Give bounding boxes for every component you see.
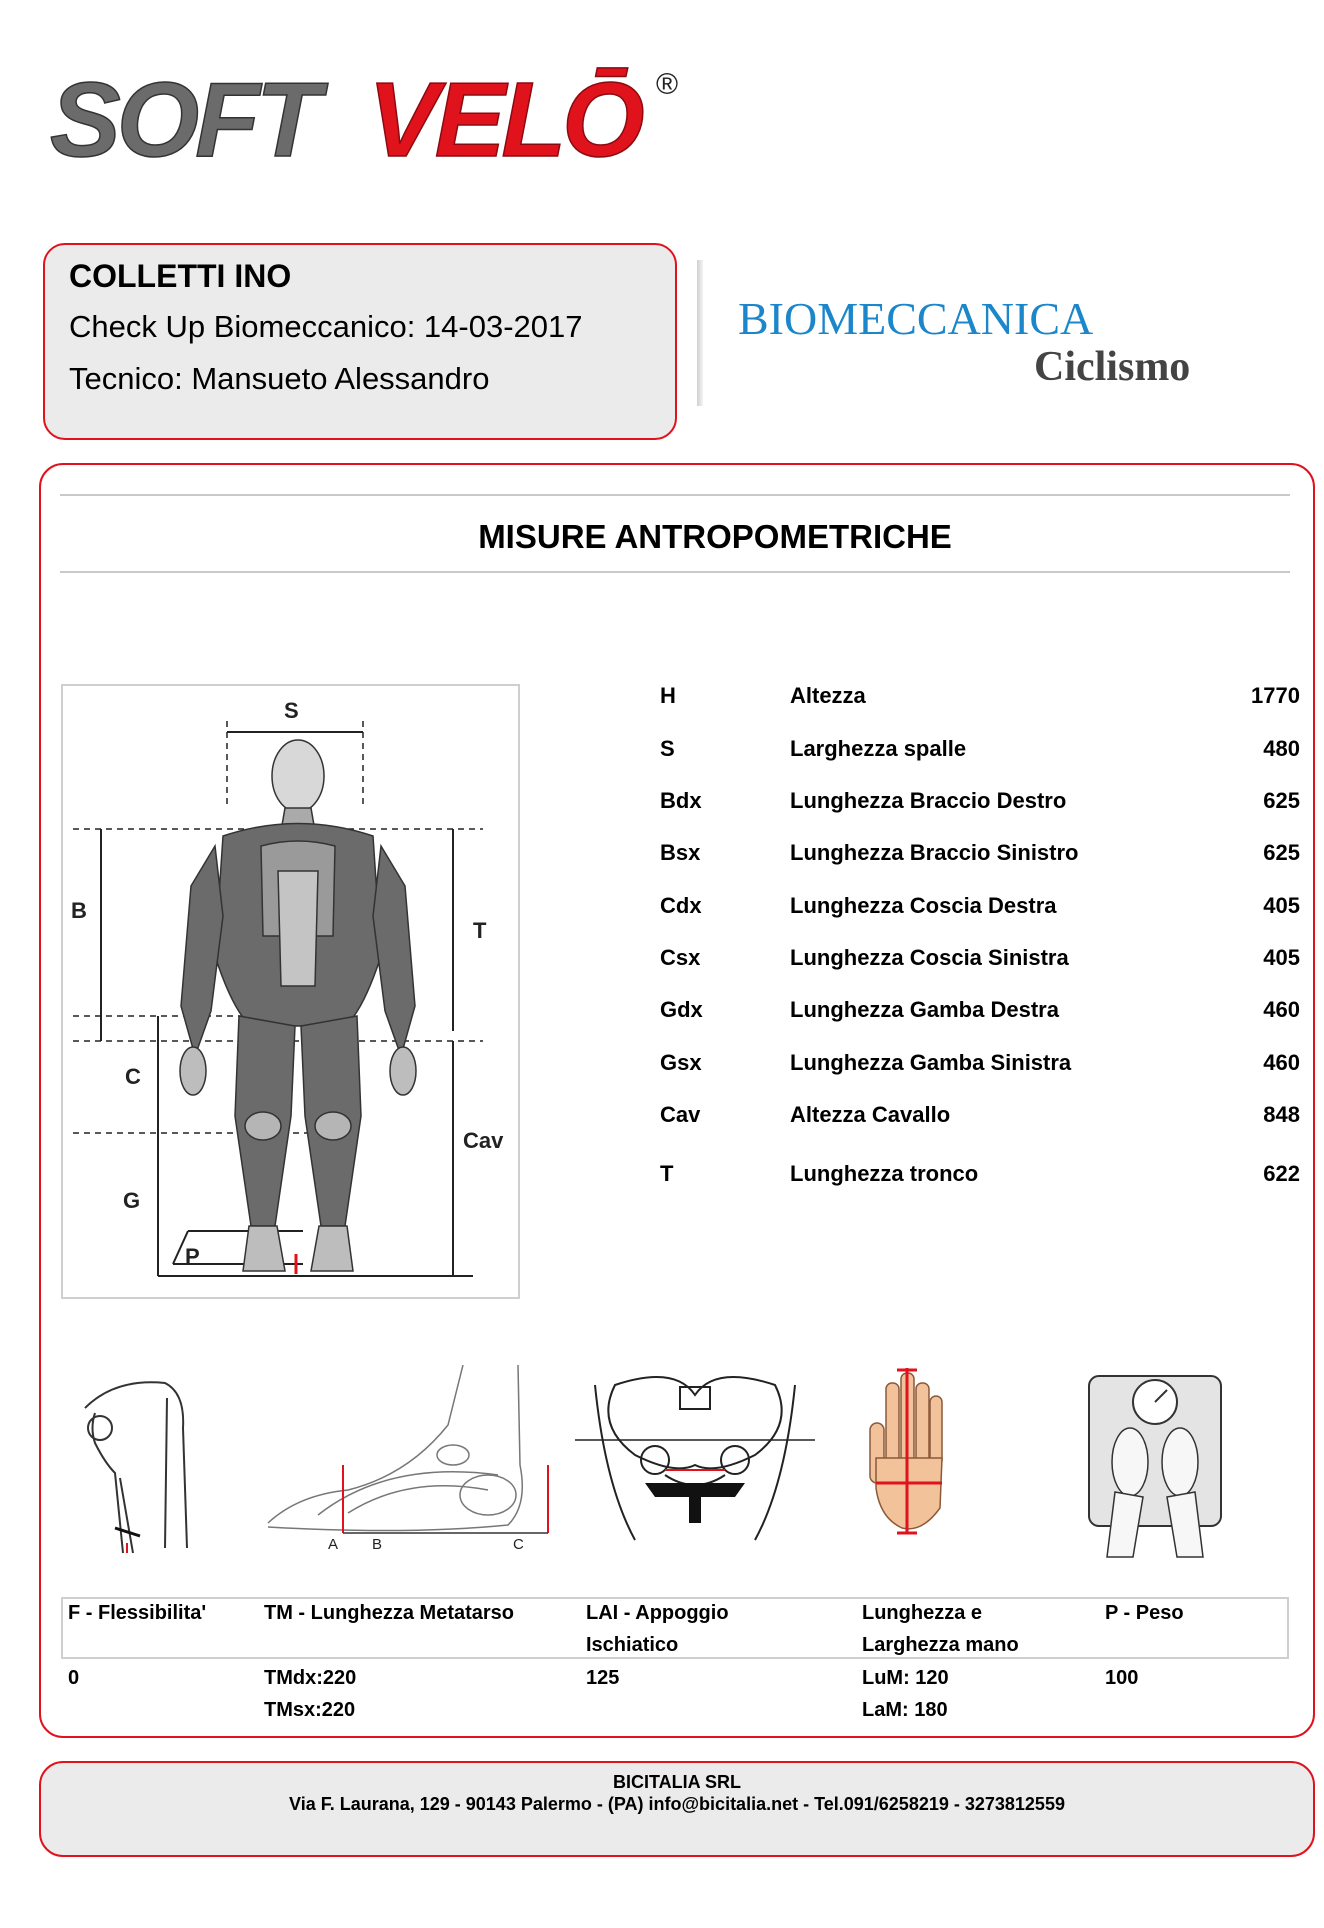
label-s: S [284, 698, 299, 723]
label-p: P [185, 1244, 200, 1269]
title-bottom-rule [60, 571, 1290, 573]
measurement-row [660, 997, 1300, 1027]
measurement-label: Altezza Cavallo [790, 1102, 951, 1127]
measurement-code: Gsx [660, 1050, 702, 1075]
measurement-value: 460 [1263, 1050, 1300, 1075]
hand-illustration [862, 1368, 952, 1538]
value-line: LuM: 120 [862, 1667, 949, 1689]
measurement-value: 405 [1263, 945, 1300, 970]
header-line: LAI - Appoggio [586, 1602, 729, 1624]
measurement-code: Cav [660, 1102, 701, 1127]
value-metatarsal [264, 1662, 356, 1726]
measurement-row [660, 1050, 1300, 1080]
footer-box [39, 1761, 1315, 1857]
measurement-code: Csx [660, 945, 701, 970]
value-line: 100 [1105, 1667, 1139, 1689]
header-line: F - Flessibilita' [68, 1602, 207, 1624]
measurement-label: Lunghezza Gamba Destra [790, 997, 1059, 1022]
measurement-code: Bsx [660, 840, 701, 865]
ischial-illustration [575, 1365, 815, 1545]
measurement-row [660, 1161, 1300, 1191]
header-line: Ischiatico [586, 1634, 679, 1656]
measurement-label: Altezza [790, 683, 866, 708]
value-hand [862, 1662, 949, 1726]
header-line: Lunghezza e [862, 1602, 983, 1624]
measurement-label: Lunghezza Coscia Sinistra [790, 945, 1069, 970]
registered-mark: ® [656, 68, 679, 101]
anatomy-figure [61, 684, 520, 1299]
label-cav: Cav [463, 1128, 504, 1153]
biomeccanica-text: BIOMECCANICA [738, 293, 1094, 344]
patient-name: COLLETTI INO [69, 258, 292, 294]
value-line: TMsx:220 [264, 1699, 356, 1721]
measurement-row [660, 683, 1300, 713]
measurement-row [660, 945, 1300, 975]
foot-label-c: C [513, 1536, 524, 1550]
biomeccanica-logo [738, 290, 1258, 390]
measurement-value: 625 [1263, 788, 1300, 813]
measurement-code: Cdx [660, 893, 702, 918]
measurement-code: Gdx [660, 997, 703, 1022]
measurement-value: 1770 [1251, 683, 1300, 708]
label-t: T [473, 918, 487, 943]
patient-info-box [43, 243, 677, 440]
technician-name: Tecnico: Mansueto Alessandro [69, 361, 490, 396]
header-line: TM - Lunghezza Metatarso [264, 1602, 515, 1624]
ciclismo-text: Ciclismo [1034, 344, 1191, 390]
header-line: Larghezza mano [862, 1634, 1019, 1656]
header-flexibility [68, 1597, 206, 1629]
section-title: MISURE ANTROPOMETRICHE [478, 518, 952, 555]
value-flexibility [68, 1662, 79, 1694]
logo-part-velo: VELŌ [368, 61, 641, 176]
flexibility-illustration [75, 1368, 205, 1558]
measurement-row [660, 736, 1300, 766]
measurement-value: 625 [1263, 840, 1300, 865]
measurement-label: Lunghezza tronco [790, 1161, 979, 1186]
logo-part-soft: SOFT [50, 61, 317, 176]
checkup-date: Check Up Biomeccanico: 14-03-2017 [69, 309, 583, 344]
header-weight [1105, 1597, 1184, 1629]
value-ischial [586, 1662, 619, 1694]
measurement-label: Lunghezza Coscia Destra [790, 893, 1057, 918]
value-line: 125 [586, 1667, 620, 1689]
foot-label-b: B [372, 1536, 383, 1550]
measurement-code: H [660, 683, 676, 708]
measurement-code: T [660, 1161, 674, 1186]
header-ischial [586, 1597, 729, 1661]
measurement-label: Lunghezza Gamba Sinistra [790, 1050, 1072, 1075]
value-line: 0 [68, 1667, 80, 1689]
measurement-value: 622 [1263, 1161, 1300, 1186]
softvelo-logo [50, 56, 690, 176]
measurement-value: 460 [1263, 997, 1300, 1022]
vertical-divider [697, 260, 703, 406]
measurement-label: Larghezza spalle [790, 736, 967, 761]
metatarsal-illustration [258, 1365, 558, 1550]
footer-company: BICITALIA SRL [613, 1772, 741, 1792]
label-g: G [123, 1188, 141, 1213]
title-top-rule [60, 494, 1290, 496]
measurement-row [660, 840, 1300, 870]
measurement-value: 405 [1263, 893, 1300, 918]
measurement-label: Lunghezza Braccio Destro [790, 788, 1067, 813]
measurement-value: 848 [1263, 1102, 1300, 1127]
foot-label-a: A [328, 1536, 339, 1550]
measurement-code: S [660, 736, 675, 761]
scale-illustration [1085, 1372, 1225, 1562]
measurement-row [660, 893, 1300, 923]
measurement-code: Bdx [660, 788, 702, 813]
value-line: TMdx:220 [264, 1667, 357, 1689]
body-diagram [63, 686, 518, 1297]
label-c: C [125, 1064, 141, 1089]
footer-address: Via F. Laurana, 129 - 90143 Palermo - (PA) info@bicitalia.net - Tel.091/6258219 - 3273812559 [289, 1794, 1065, 1814]
measurement-row [660, 788, 1300, 818]
measurement-label: Lunghezza Braccio Sinistro [790, 840, 1079, 865]
value-weight [1105, 1662, 1138, 1694]
measurement-value: 480 [1263, 736, 1300, 761]
header-metatarsal [264, 1597, 514, 1629]
label-b: B [71, 898, 87, 923]
measurement-row [660, 1102, 1300, 1132]
header-line: P - Peso [1105, 1602, 1184, 1624]
header-hand [862, 1597, 1019, 1661]
value-line: LaM: 180 [862, 1699, 948, 1721]
